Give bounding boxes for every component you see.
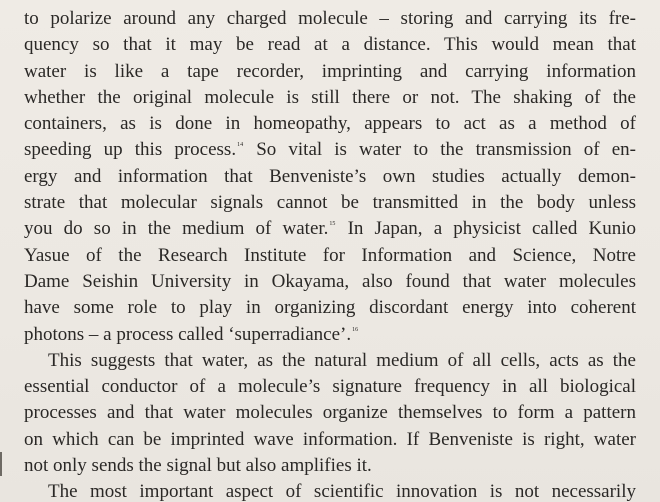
text-line: quency so that it may be read at a distance. This would mean that xyxy=(24,34,636,56)
text-line: The most important aspect of scientific innovation is not necessarily xyxy=(48,481,636,502)
text-line xyxy=(24,322,636,348)
footnote-marker: 16 xyxy=(352,326,359,333)
page-edge-mark xyxy=(0,452,2,476)
paragraph-3 xyxy=(24,479,636,502)
paragraph-1 xyxy=(24,6,636,348)
paragraph-2 xyxy=(24,348,636,479)
text-line: This suggests that water, as the natural medium of all cells, acts as the xyxy=(48,349,636,371)
text-run: photons – a process called ‘superradiance’. xyxy=(24,323,352,345)
text-line: not only sends the signal but also amplifies it. xyxy=(24,455,372,477)
body-text xyxy=(24,6,636,502)
text-run: So vital is water to the transmission of en- xyxy=(244,139,636,161)
text-line: Yasue of the Research Institute for Information and Science, Notre xyxy=(24,244,636,266)
text-line xyxy=(24,137,636,163)
text-run: you do so in the medium of water. xyxy=(24,218,329,240)
text-line xyxy=(24,216,636,242)
footnote-marker: 14 xyxy=(237,142,244,149)
text-line: containers, as is done in homeopathy, appears to act as a method of xyxy=(24,113,636,135)
text-line: whether the original molecule is still there or not. The shaking of the xyxy=(24,86,636,108)
text-line: essential conductor of a molecule’s signature frequency in all biological xyxy=(24,376,636,398)
text-line: strate that molecular signals cannot be transmitted in the body unless xyxy=(24,192,636,214)
text-run: In Japan, a physicist called Kunio xyxy=(336,218,636,240)
text-line: processes and that water molecules organize themselves to form a pattern xyxy=(24,402,636,424)
text-line: to polarize around any charged molecule – storing and carrying its fre- xyxy=(24,8,636,29)
text-line: Dame Seishin University in Okayama, also found that water molecules xyxy=(24,270,636,292)
text-line: water is like a tape recorder, imprinting and carrying information xyxy=(24,60,636,82)
text-run: speeding up this process. xyxy=(24,139,237,161)
text-line: ergy and information that Benveniste’s own studies actually demon- xyxy=(24,165,636,187)
footnote-marker: 15 xyxy=(329,221,336,228)
text-line: have some role to play in organizing discordant energy into coherent xyxy=(24,297,636,319)
text-line: on which can be imprinted wave information. If Benveniste is right, water xyxy=(24,428,636,450)
